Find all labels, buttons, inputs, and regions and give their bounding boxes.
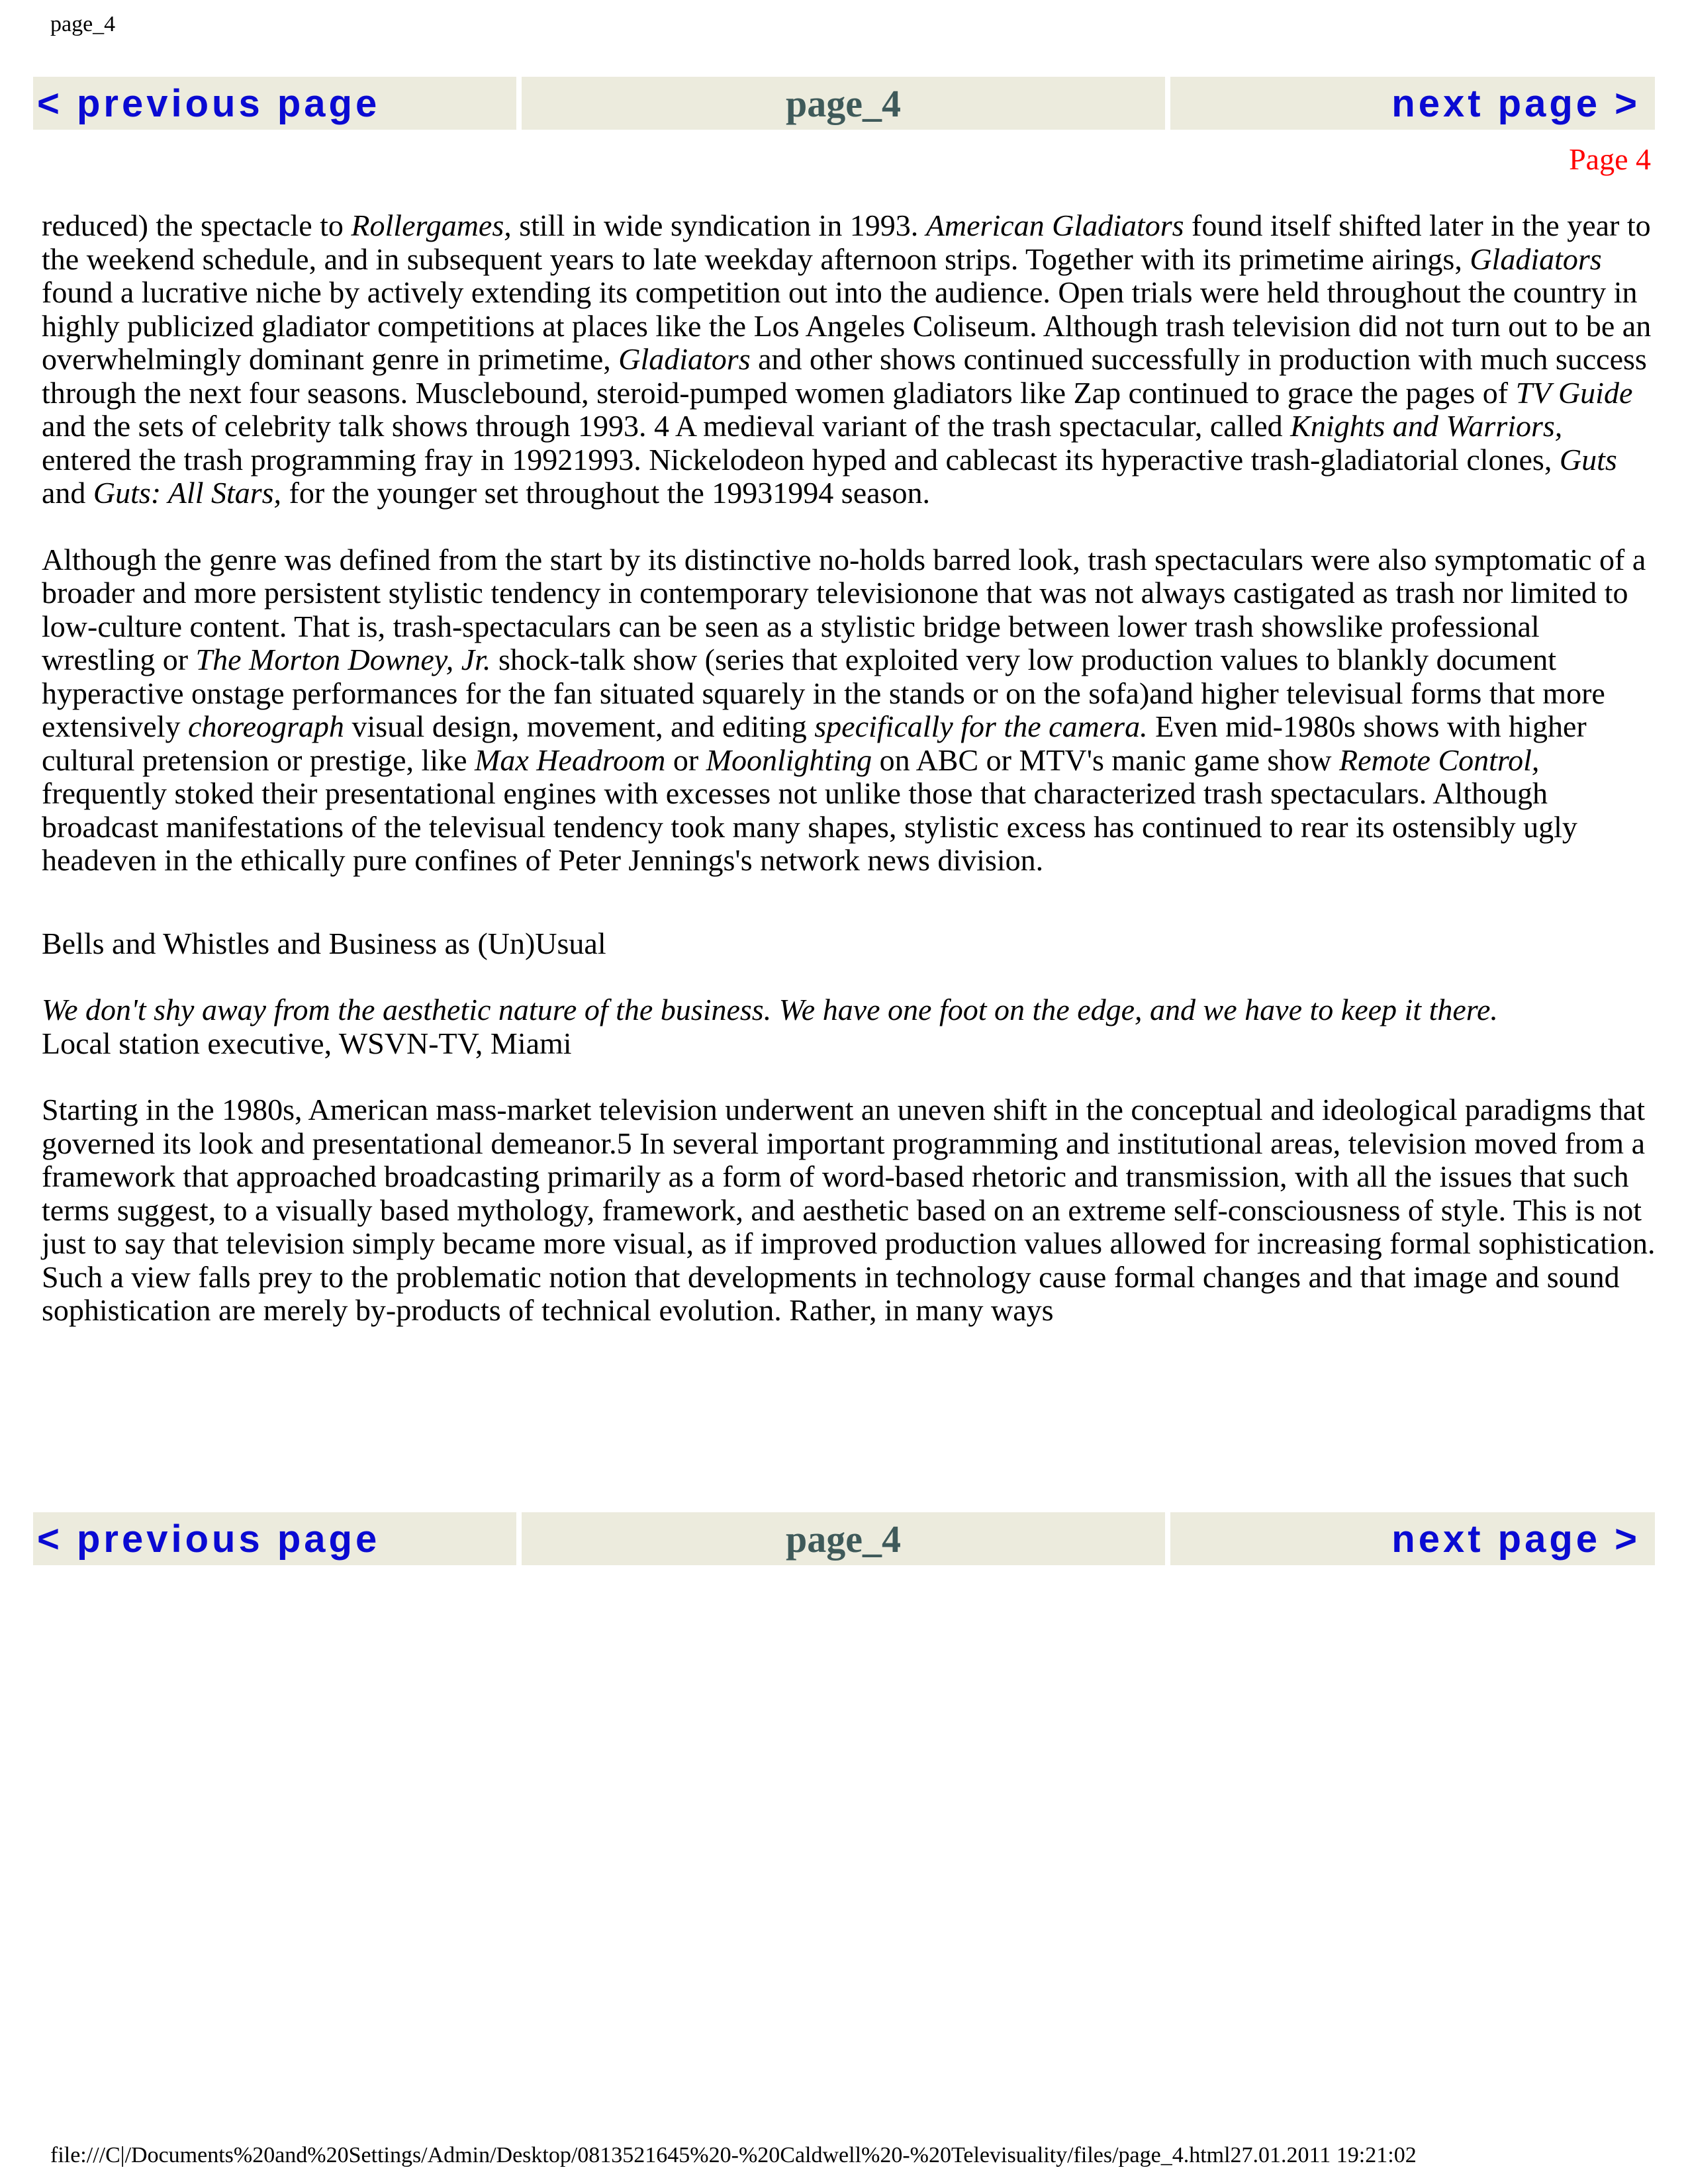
next-page-link-bottom[interactable]: next page > bbox=[1391, 1517, 1640, 1561]
next-page-cell-bottom bbox=[1170, 1512, 1655, 1565]
file-path-footer: file:///C|/Documents%20and%20Settings/Admin/Desktop/0813521645%20-%20Caldwell%20-%20Televisuality/files/page_4.html27.01.2011 19:21:02 bbox=[50, 2143, 1417, 2167]
italic-title-text: Guts: All Stars, bbox=[93, 476, 282, 510]
previous-page-cell-bottom bbox=[33, 1512, 516, 1565]
current-page-cell bbox=[522, 77, 1165, 130]
italic-title-text: Remote Control, bbox=[1339, 743, 1540, 777]
current-page-label: page_4 bbox=[786, 81, 901, 125]
italic-title-text: American Gladiators bbox=[925, 208, 1184, 242]
italic-title-text: TV Guide bbox=[1515, 375, 1633, 410]
italic-title-text: The Morton Downey, Jr. bbox=[195, 643, 491, 676]
italic-title-text: choreograph bbox=[188, 709, 344, 743]
previous-page-link-bottom[interactable]: < previous page bbox=[37, 1517, 381, 1561]
italic-title-text: Max Headroom bbox=[475, 743, 666, 777]
previous-page-cell bbox=[33, 77, 516, 130]
body-paragraph-3: Starting in the 1980s, American mass-market television underwent an uneven shift in the conceptual and ideological paradigms that governed its look and presentational demeanor.5 In several important programming and institutional areas, television moved from a framework that approached broadcasting primarily as a form of word-based rhetoric and transmission, with all the issues that such terms suggest, to a visually based mythology, framework, and aesthetic based on an extreme self-consciousness of style. This is not just to say that television simply became more visual, as if improved production values allowed for increasing formal sophistication. Such a view falls prey to the problematic notion that developments in technology cause formal changes and that image and sound sophistication are merely by-products of technical evolution. Rather, in many ways bbox=[42, 1093, 1656, 1327]
italic-title-text: specifically for the camera. bbox=[814, 709, 1148, 743]
epigraph-text: We don't shy away from the aesthetic nature of the business. We have one foot on the edge, and we have to keep it there. bbox=[42, 993, 1498, 1026]
body-paragraph-2: Although the genre was defined from the start by its distinctive no-holds barred look, trash spectaculars were also symptomatic of a broader and more persistent stylistic tendency in contemporary televisionone that was not always castigated as trash nor limited to low-culture content. That is, trash-spectaculars can be seen as a stylistic bridge between lower trash showslike professional wrestling or The Morton Downey, Jr. shock-talk show (series that exploited very low production values to blankly document hyperactive onstage performances for the fan situated squarely in the stands or on the sofa)and higher televisual forms that more extensively choreograph visual design, movement, and editing specifically for the camera. Even mid-1980s shows with higher cultural pretension or prestige, like Max Headroom or Moonlighting on ABC or MTV's manic game show Remote Control, frequently stoked their presentational engines with excesses not unlike those that characterized trash spectaculars. Although broadcast manifestations of the televisual tendency took many shapes, stylistic excess has continued to rear its ostensibly ugly headeven in the ethically pure confines of Peter Jennings's network news division. bbox=[42, 542, 1646, 877]
current-page-label-bottom: page_4 bbox=[786, 1517, 901, 1561]
italic-title-text: Moonlighting bbox=[706, 743, 872, 777]
document-body bbox=[42, 209, 1657, 1328]
document-header-title: page_4 bbox=[50, 12, 116, 36]
epigraph-quote bbox=[42, 993, 1657, 1027]
top-navigation-bar bbox=[33, 77, 1655, 130]
section-heading: Bells and Whistles and Business as (Un)Usual bbox=[42, 926, 606, 960]
italic-title-text: Rollergames, bbox=[351, 208, 512, 242]
italic-title-text: Knights and Warriors, bbox=[1290, 409, 1563, 443]
next-page-cell bbox=[1170, 77, 1655, 130]
italic-title-text: Gladiators bbox=[1470, 242, 1602, 276]
epigraph-attribution: Local station executive, WSVN-TV, Miami bbox=[42, 1026, 572, 1060]
next-page-link[interactable]: next page > bbox=[1391, 81, 1640, 125]
italic-title-text: Guts bbox=[1559, 442, 1617, 477]
previous-page-link[interactable]: < previous page bbox=[37, 81, 381, 125]
bottom-navigation-bar bbox=[33, 1512, 1655, 1565]
current-page-cell-bottom bbox=[522, 1512, 1165, 1565]
page-number-label: Page 4 bbox=[1569, 142, 1651, 176]
body-paragraph-1: reduced) the spectacle to Rollergames, still in wide syndication in 1993. American Gladiators found itself shifted later in the year to the weekend schedule, and in subsequent years to late weekday afternoon strips. Together with its primetime airings, Gladiators found a lucrative niche by actively extending its competition out into the audience. Open trials were held throughout the country in highly publicized gladiator competitions at places like the Los Angeles Coliseum. Although trash television did not turn out to be an overwhelmingly dominant genre in primetime, Gladiators and other shows continued successfully in production with much success through the next four seasons. Musclebound, steroid-pumped women gladiators like Zap continued to grace the pages of TV Guide and the sets of celebrity talk shows through 1993. 4 A medieval variant of the trash spectacular, called Knights and Warriors, entered the trash programming fray in 19921993. Nickelodeon hyped and cablecast its hyperactive trash-gladiatorial clones, Guts and Guts: All Stars, for the younger set throughout the 19931994 season. bbox=[42, 208, 1652, 510]
italic-title-text: Gladiators bbox=[618, 342, 751, 376]
